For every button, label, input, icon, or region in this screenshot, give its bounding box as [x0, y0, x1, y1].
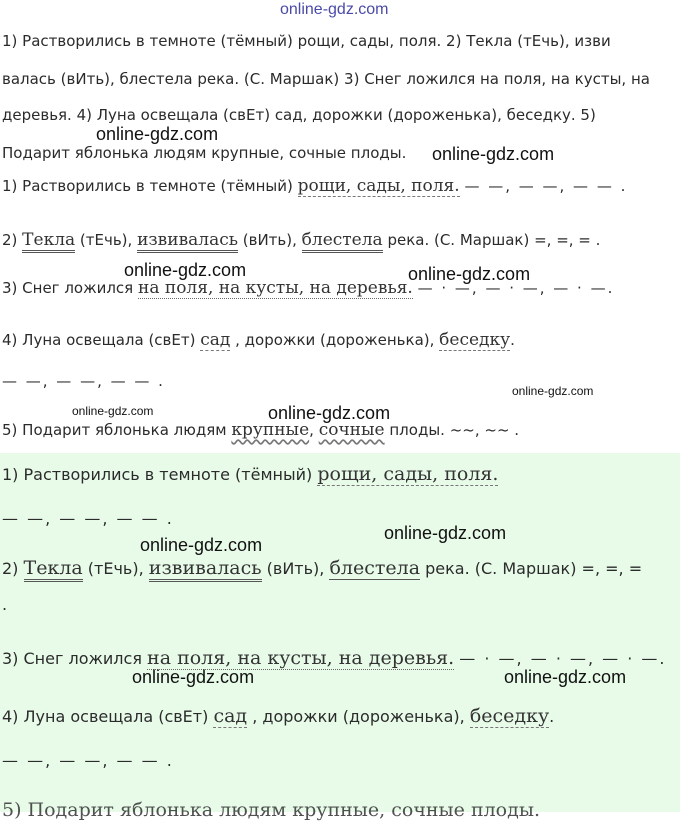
sentence-number: 2) [2, 231, 23, 249]
sentence-5: 5) Подарит яблонька людям крупные, сочные плоды. ~~, ~~ . [2, 420, 520, 440]
intro-line: Подарит яблонька людям крупные, сочные плоды. [2, 144, 407, 162]
answer-block [0, 453, 680, 821]
sentence-text: 1) Растворились в темноте (тёмный) [2, 177, 293, 195]
note: (вИть), [238, 231, 302, 249]
scheme: — · —, — · —, — · —. [417, 279, 615, 297]
watermark: online-gdz.com [96, 124, 219, 144]
watermark: online-gdz.com [432, 144, 555, 164]
sentence-tail: река. (С. Маршак) =, =, = . [382, 231, 601, 249]
scheme: — · —, — · —, — · —. [459, 649, 667, 668]
attribute: сочные [318, 420, 385, 440]
homogeneous-members: рощи, сады, поля. [297, 176, 460, 196]
scheme: — —, — —, — — . [2, 372, 165, 390]
predicate: Текла [22, 230, 75, 253]
watermark: online-gdz.com [504, 667, 627, 687]
predicate: блестела [329, 557, 421, 579]
sentence-1 [2, 176, 627, 196]
sentence-4 [2, 705, 554, 727]
sentence-tail: река. (С. Маршак) =, =, = [420, 559, 643, 578]
sentence-text: 3) Снег ложился [2, 649, 142, 668]
sentence-2 [2, 230, 600, 250]
note: (тЕчь), [75, 231, 138, 249]
object: беседку [469, 705, 550, 727]
predicate: извивалась [137, 230, 238, 253]
note: (вИть), [261, 559, 330, 578]
sentence-3 [2, 647, 667, 669]
homogeneous-members: рощи, сады, поля. [317, 463, 499, 485]
object: сад [213, 705, 248, 727]
watermark: online-gdz.com [512, 384, 594, 398]
sentence-text: 4) Луна освещала (свЕт) [2, 331, 196, 349]
scheme: — —, — —, — — . [2, 751, 174, 770]
note: (тЕчь), [82, 559, 149, 578]
sentence-3 [2, 278, 614, 298]
sentence-1 [2, 463, 498, 485]
punct: . [549, 707, 555, 726]
sentence-number: 2) [2, 559, 24, 578]
scheme: — —, — —, — — . [464, 177, 628, 195]
intro-line: деревья. 4) Луна освещала (свЕт) сад, дорожки (дороженька), беседку. 5) [2, 106, 596, 124]
predicate: блестела [302, 230, 383, 253]
intro-line: валась (вИть), блестела река. (С. Маршак) 3) Снег ложился на поля, на кусты, на [2, 70, 650, 88]
predicate: Текла [24, 557, 83, 582]
object: сад [200, 330, 231, 350]
watermark: online-gdz.com [280, 1, 389, 18]
sentence-text: 5) Подарит яблонька людям [2, 421, 227, 439]
sentence-text: , дорожки (дороженька), [247, 707, 465, 726]
watermark: online-gdz.com [140, 535, 263, 555]
predicate: извивалась [149, 557, 262, 582]
scheme: — —, — —, — — . [2, 509, 174, 528]
watermark: online-gdz.com [124, 260, 247, 280]
watermark: online-gdz.com [268, 403, 391, 423]
sentence-2 [2, 557, 642, 579]
intro-line: 1) Растворились в темноте (тёмный) рощи, сады, поля. 2) Текла (тЕчь), изви [2, 32, 611, 50]
homogeneous-members: на поля, на кусты, на деревья. [147, 647, 455, 669]
sentence-text: , дорожки (дороженька), [230, 331, 435, 349]
sentence-5-cut: 5) Подарит яблонька людям крупные, сочные плоды. [2, 799, 540, 821]
punct: . [2, 595, 8, 614]
sentence-4 [2, 330, 515, 350]
punct: . [510, 331, 515, 349]
sentence-text: 1) Растворились в темноте (тёмный) [2, 465, 313, 484]
object: беседку [439, 330, 511, 350]
sentence-tail: плоды. ~~, ~~ . [384, 421, 520, 439]
sentence-text: 3) Снег ложился [2, 279, 134, 297]
homogeneous-members: на поля, на кусты, на деревья. [138, 278, 413, 298]
watermark: online-gdz.com [132, 667, 255, 687]
watermark: online-gdz.com [384, 523, 507, 543]
attribute: крупные [231, 420, 310, 440]
watermark: online-gdz.com [72, 404, 154, 418]
sentence-text: 4) Луна освещала (свЕт) [2, 707, 209, 726]
watermark: online-gdz.com [408, 264, 531, 284]
